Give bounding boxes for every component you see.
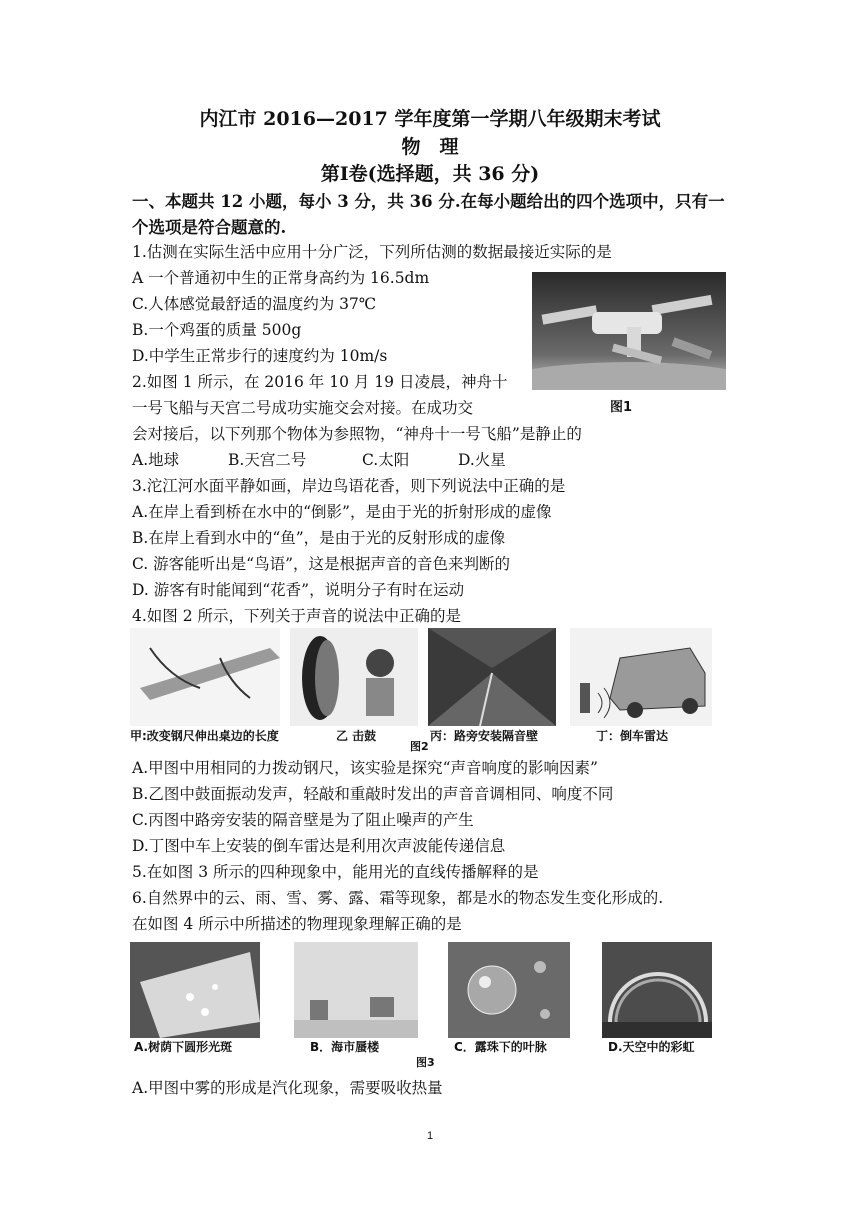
q2-option-c: C.太阳 [362, 451, 410, 469]
figure-2-label: 图2 [410, 740, 429, 753]
q4-option-d: D.丁图中车上安装的倒车雷达是利用次声波能传递信息 [132, 837, 506, 855]
q6-option-a: A.甲图中雾的形成是汽化现象，需要吸收热量 [132, 1079, 443, 1097]
figure-3-caption-a: A.树荫下圆形光斑 [134, 1040, 233, 1054]
q4-option-c: C.丙图中路旁安装的隔音壁是为了阻止噪声的产生 [132, 811, 474, 829]
q1-option-c: C.人体感觉最舒适的温度约为 37℃ [132, 295, 377, 313]
q2-options [132, 448, 506, 470]
q2-option-b: B.天宫二号 [228, 451, 307, 469]
figure-3-light [130, 942, 712, 1070]
q3-option-b: B.在岸上看到水中的“鱼”，是由于光的反射形成的虚像 [132, 529, 506, 547]
space-station-photo [532, 272, 726, 390]
q1-option-a: A 一个普通初中生的正常身高约为 16.5dm [132, 269, 430, 287]
figure-2-caption-jia: 甲:改变钢尺伸出桌边的长度 [130, 729, 279, 743]
figure-2-caption-bing: 丙：路旁安装隔音壁 [430, 729, 539, 743]
figure-3-caption-b: B．海市蜃楼 [310, 1040, 380, 1054]
figure-3-images [130, 942, 712, 1040]
figure-2-caption-ding: 丁：倒车雷达 [596, 729, 669, 743]
q6-stem-line-2: 在如图 4 所示中所描述的物理现象理解正确的是 [132, 915, 462, 933]
q2-stem-line-1: 2.如图 1 所示，在 2016 年 10 月 19 日凌晨，神舟十 [132, 373, 508, 391]
figure-2-caption-yi: 乙 击鼓 [336, 729, 377, 743]
q4-stem: 4.如图 2 所示，下列关于声音的说法中正确的是 [132, 607, 462, 625]
section-instruction-2: 个选项是符合题意的. [132, 218, 287, 237]
q3-stem: 3.沱江河水面平静如画，岸边鸟语花香，则下列说法中正确的是 [132, 477, 566, 495]
q2-stem-line-3: 会对接后，以下列那个物体为参照物，“神舟十一号飞船”是静止的 [132, 425, 582, 443]
q3-option-d: D. 游客有时能闻到“花香”，说明分子有时在运动 [132, 581, 465, 599]
q3-option-a: A.在岸上看到桥在水中的“倒影”，是由于光的折射形成的虚像 [132, 503, 552, 521]
q6-stem-line-1: 6.自然界中的云、雨、雪、雾、露、霜等现象，都是水的物态发生变化形成的. [132, 889, 664, 907]
q1-stem: 1.估测在实际生活中应用十分广泛，下列所估测的数据最接近实际的是 [132, 243, 612, 261]
figure-2-images [130, 628, 712, 728]
figure-2-sound [130, 628, 712, 753]
q2-stem-line-2: 一号飞船与天宫二号成功实施交会对接。在成功交 [132, 399, 474, 417]
page-number: 1 [426, 1130, 434, 1142]
q4-option-a: A.甲图中用相同的力拨动钢尺，该实验是探究“声音响度的影响因素” [132, 759, 598, 777]
q3-option-c: C. 游客能听出是“鸟语”，这是根据声音的音色来判断的 [132, 555, 511, 573]
figure-1-label: 图1 [610, 400, 633, 415]
q2-option-d: D.火星 [458, 451, 506, 469]
q1-option-d: D.中学生正常步行的速度约为 10m/s [132, 347, 388, 365]
section-instruction-1: 一、本题共 12 小题，每小 3 分，共 36 分.在每小题给出的四个选项中，只有一 [132, 192, 725, 211]
q4-option-b: B.乙图中鼓面振动发声，轻敲和重敲时发出的声音音调相同、响度不同 [132, 785, 614, 803]
exam-title: 内江市 2016—2017 学年度第一学期八年级期末考试 [199, 108, 661, 130]
subject-title: 物 理 [401, 136, 459, 158]
figure-1-space-station [532, 272, 726, 415]
q1-option-b: B.一个鸡蛋的质量 500g [132, 321, 302, 339]
figure-3-caption-c: C．露珠下的叶脉 [454, 1040, 547, 1054]
figure-3-label: 图3 [416, 1056, 435, 1069]
part-title: 第Ⅰ卷(选择题，共 36 分) [320, 163, 540, 185]
figure-3-caption-d: D.天空中的彩虹 [608, 1040, 695, 1054]
q2-option-a: A.地球 [132, 451, 180, 469]
q5-stem: 5.在如图 3 所示的四种现象中，能用光的直线传播解释的是 [132, 863, 539, 881]
